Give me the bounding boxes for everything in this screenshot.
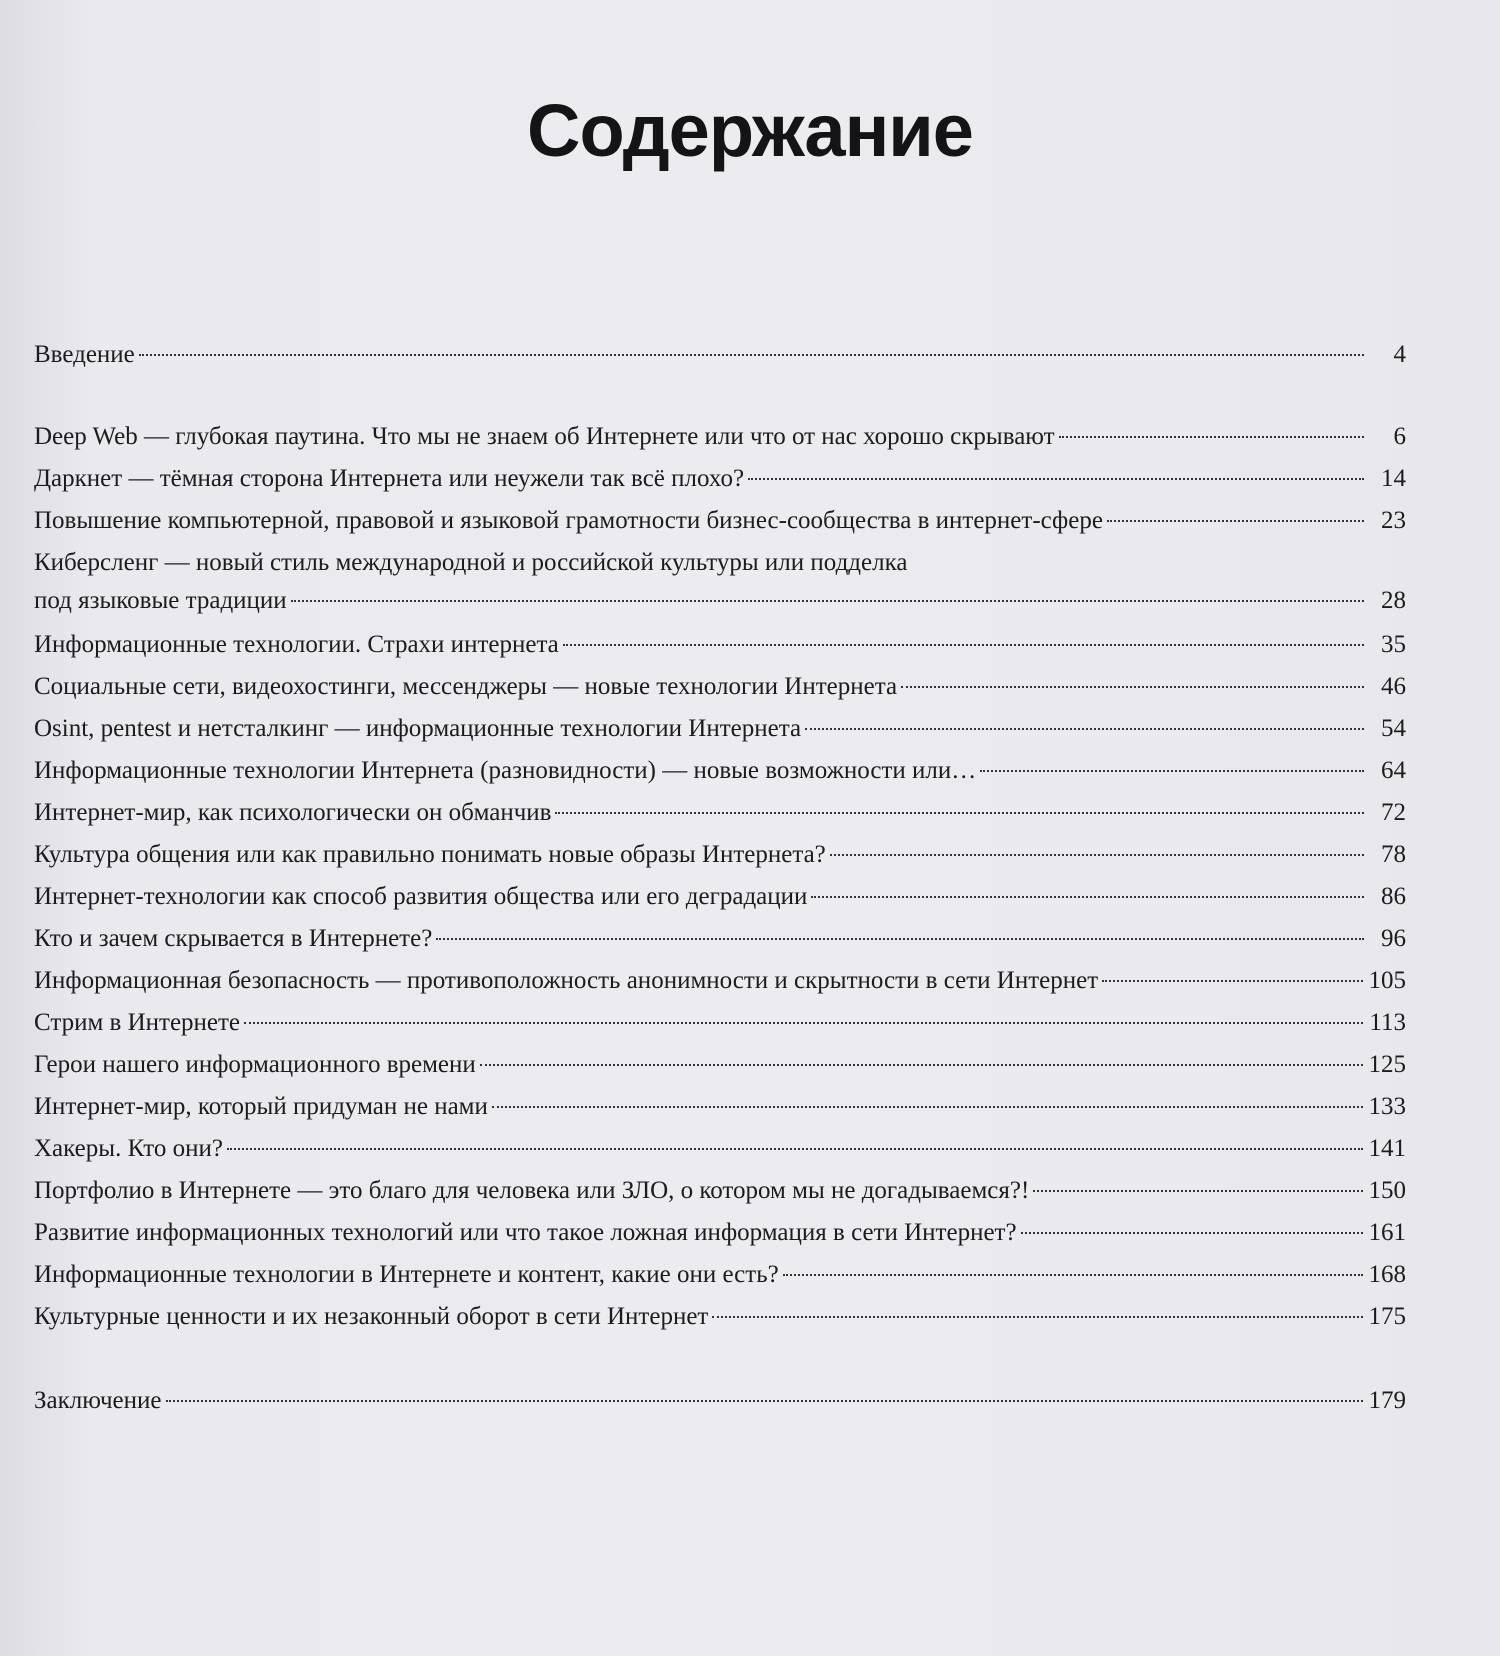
toc-entry bbox=[34, 1004, 1406, 1042]
toc-entry-page: 35 bbox=[1381, 631, 1406, 658]
dot-leader bbox=[139, 354, 1364, 356]
dot-leader bbox=[783, 1274, 1363, 1276]
toc-entry-page: 96 bbox=[1381, 925, 1406, 952]
toc-entry bbox=[34, 418, 1406, 456]
toc-entry-page: 6 bbox=[1393, 423, 1406, 450]
toc-entry-title: Культура общения или как правильно понимать новые образы Интернета? bbox=[34, 841, 826, 868]
dot-leader bbox=[227, 1148, 1363, 1150]
toc-entry-title: Интернет-технологии как способ развития общества или его деградации bbox=[34, 883, 808, 910]
toc-entry-title: Информационные технологии. Страхи интернета bbox=[34, 631, 559, 658]
toc-entry-page: 113 bbox=[1369, 1009, 1406, 1036]
toc-entry-title: под языковые традиции bbox=[34, 587, 287, 614]
toc-entry bbox=[34, 962, 1406, 1000]
toc-entry bbox=[34, 710, 1406, 748]
dot-leader bbox=[980, 770, 1364, 772]
toc-entry-page: 54 bbox=[1381, 715, 1406, 742]
toc-entry-title: Информационная безопасность — противоположность анонимности и скрытности в сети Интернет bbox=[34, 967, 1099, 994]
dot-leader bbox=[244, 1022, 1363, 1024]
toc-entry-title: Введение bbox=[34, 341, 135, 368]
dot-leader bbox=[830, 854, 1364, 856]
dot-leader bbox=[166, 1400, 1363, 1402]
toc-entry bbox=[34, 668, 1406, 706]
toc-entry bbox=[34, 794, 1406, 832]
toc-entry-page: 125 bbox=[1368, 1051, 1406, 1078]
toc-entry-page: 141 bbox=[1368, 1135, 1406, 1162]
toc-entry-page: 161 bbox=[1368, 1219, 1406, 1246]
dot-leader bbox=[805, 728, 1364, 730]
toc-entry-page: 14 bbox=[1381, 465, 1406, 492]
dot-leader bbox=[748, 478, 1364, 480]
dot-leader bbox=[436, 938, 1364, 940]
toc-entry-title: Даркнет — тёмная сторона Интернета или неужели так всё плохо? bbox=[34, 465, 745, 492]
toc-entry-title: Культурные ценности и их незаконный оборот в сети Интернет bbox=[34, 1303, 709, 1330]
dot-leader bbox=[492, 1106, 1363, 1108]
toc-entry-title: Заключение bbox=[34, 1387, 162, 1414]
toc-entry bbox=[34, 752, 1406, 790]
dot-leader bbox=[1033, 1190, 1362, 1192]
toc-entry bbox=[34, 460, 1406, 498]
toc-entry-page: 46 bbox=[1381, 673, 1406, 700]
toc-entry bbox=[34, 626, 1406, 664]
toc-entry bbox=[34, 1298, 1406, 1336]
toc-entry-title: Хакеры. Кто они? bbox=[34, 1135, 223, 1162]
toc-entry bbox=[34, 1256, 1406, 1294]
toc-entry bbox=[34, 836, 1406, 874]
toc-entry-page: 23 bbox=[1381, 507, 1406, 534]
toc-entry bbox=[34, 502, 1406, 540]
toc-entry bbox=[34, 544, 1406, 620]
toc-entry-page: 175 bbox=[1368, 1303, 1406, 1330]
toc-entry-page: 105 bbox=[1368, 967, 1406, 994]
toc-entry-title: Портфолио в Интернете — это благо для человека или ЗЛО, о котором мы не догадываемся?! bbox=[34, 1177, 1030, 1204]
toc-entry-page: 168 bbox=[1368, 1261, 1406, 1288]
dot-leader bbox=[901, 686, 1364, 688]
dot-leader bbox=[291, 600, 1364, 602]
toc-entry bbox=[34, 1172, 1406, 1210]
toc-entry-page: 179 bbox=[1368, 1387, 1406, 1414]
toc-entry-page: 72 bbox=[1381, 799, 1406, 826]
toc-entry bbox=[34, 1046, 1406, 1084]
toc-entry-title: Герои нашего информационного времени bbox=[34, 1051, 476, 1078]
dot-leader bbox=[480, 1064, 1363, 1066]
dot-leader bbox=[563, 644, 1364, 646]
toc-entry-page: 4 bbox=[1393, 341, 1406, 368]
toc-entry-title-line1: Киберсленг — новый стиль международной и российской культуры или подделка bbox=[34, 549, 908, 576]
toc-entry-title: Deep Web — глубокая паутина. Что мы не знаем об Интернете или что от нас хорошо скрывают bbox=[34, 423, 1055, 450]
dot-leader bbox=[555, 812, 1364, 814]
toc-entry-title: Развитие информационных технологий или что такое ложная информация в сети Интернет? bbox=[34, 1219, 1017, 1246]
toc-entry-title: Стрим в Интернете bbox=[34, 1009, 241, 1036]
toc-entry-title: Интернет-мир, как психологически он обманчив bbox=[34, 799, 552, 826]
dot-leader bbox=[811, 896, 1364, 898]
dot-leader bbox=[1107, 520, 1364, 522]
toc-entry-page: 28 bbox=[1381, 587, 1406, 614]
toc-entry-title: Кто и зачем скрывается в Интернете? bbox=[34, 925, 433, 952]
toc-entry bbox=[34, 336, 1406, 374]
toc-entry-title: Информационные технологии Интернета (разновидности) — новые возможности или… bbox=[34, 757, 977, 784]
toc-entry-page: 78 bbox=[1381, 841, 1406, 868]
toc-entry bbox=[34, 1088, 1406, 1126]
toc-entry-title: Повышение компьютерной, правовой и языковой грамотности бизнес-сообщества в интернет-сфере bbox=[34, 507, 1103, 534]
toc-entry-page: 64 bbox=[1381, 757, 1406, 784]
toc-entry-page: 150 bbox=[1368, 1177, 1406, 1204]
toc-entry-title: Osint, pentest и нетсталкинг — информационные технологии Интернета bbox=[34, 715, 802, 742]
page-title: Содержание bbox=[527, 89, 973, 172]
toc-entry-title: Интернет-мир, который придуман не нами bbox=[34, 1093, 488, 1120]
toc-entry-page: 86 bbox=[1381, 883, 1406, 910]
dot-leader bbox=[1059, 436, 1364, 438]
toc-entry bbox=[34, 878, 1406, 916]
toc-entry-title: Социальные сети, видеохостинги, мессенджеры — новые технологии Интернета bbox=[34, 673, 898, 700]
dot-leader bbox=[712, 1316, 1362, 1318]
toc-entry bbox=[34, 1130, 1406, 1168]
dot-leader bbox=[1102, 980, 1362, 982]
dot-leader bbox=[1021, 1232, 1363, 1234]
toc-entry bbox=[34, 1382, 1406, 1420]
toc-entry bbox=[34, 920, 1406, 958]
toc-entry-page: 133 bbox=[1368, 1093, 1406, 1120]
toc-entry-title: Информационные технологии в Интернете и контент, какие они есть? bbox=[34, 1261, 779, 1288]
toc-entry bbox=[34, 1214, 1406, 1252]
